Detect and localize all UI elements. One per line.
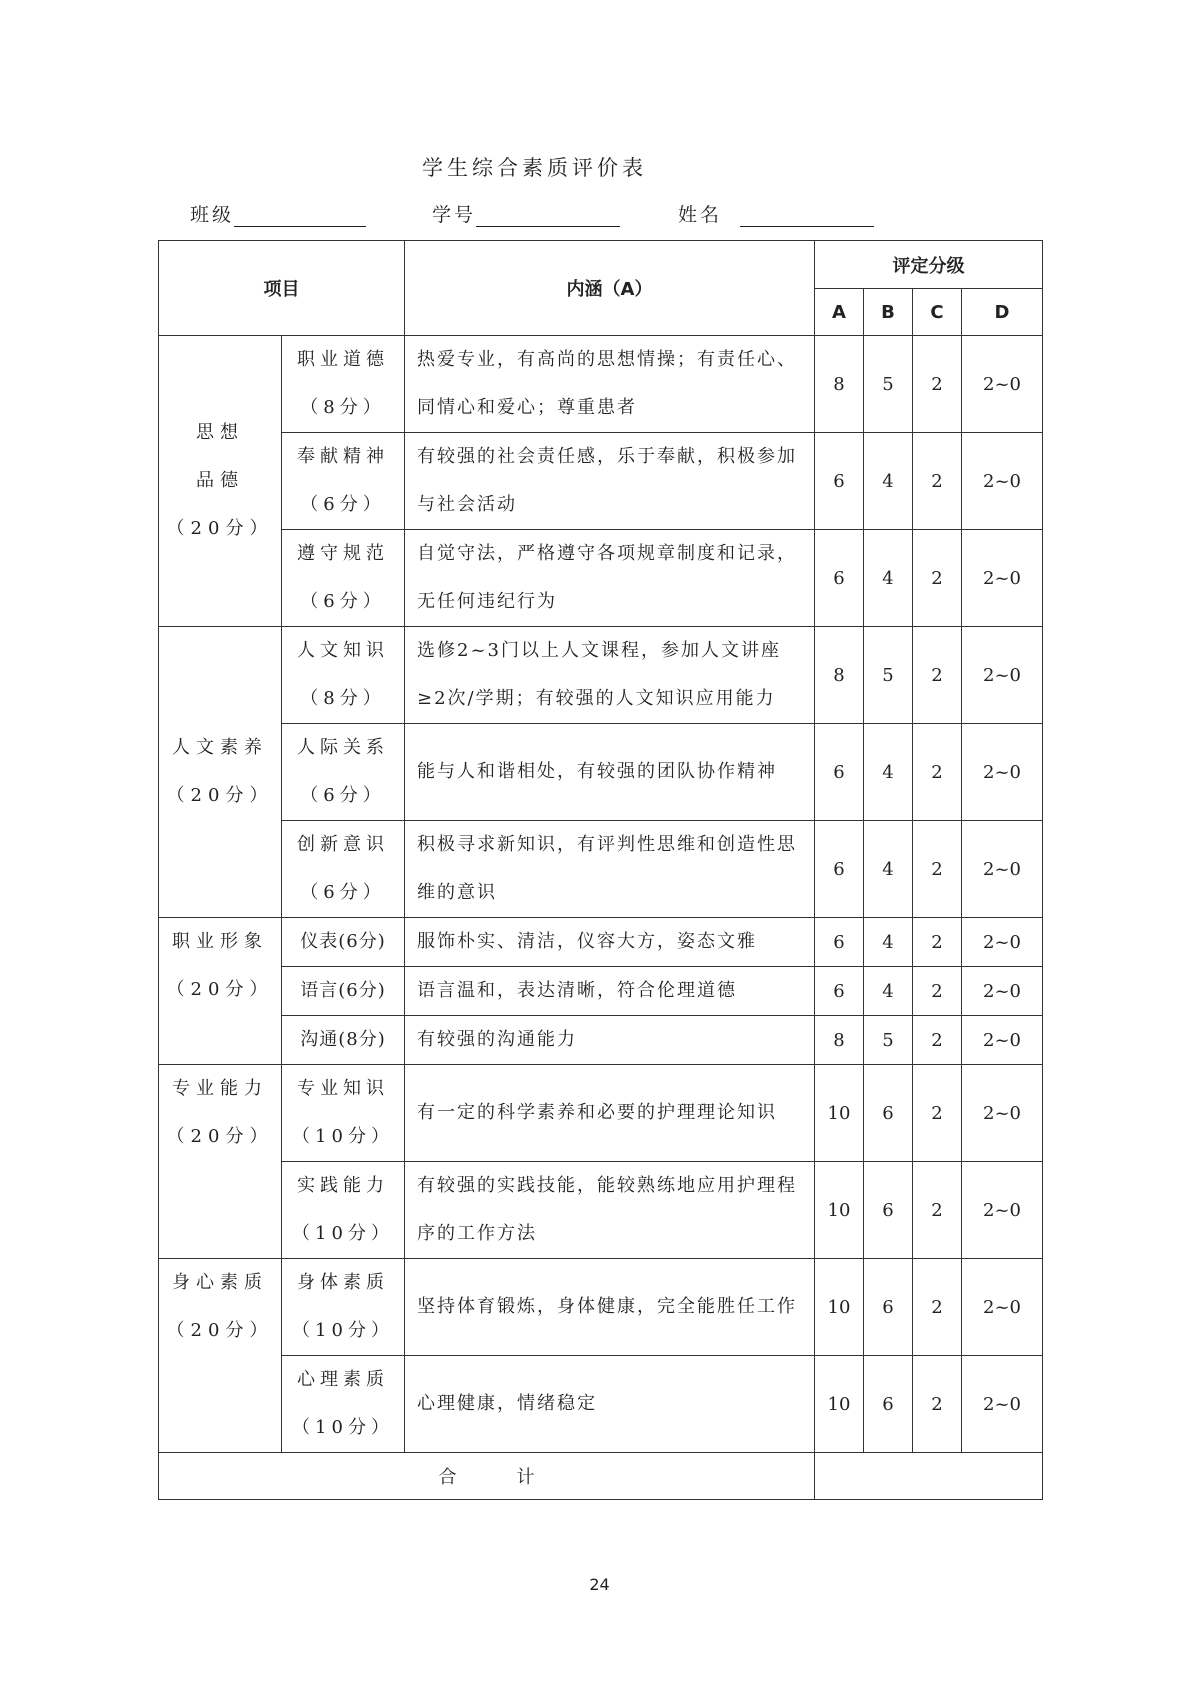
item-cell xyxy=(282,821,405,918)
table-row xyxy=(159,627,1043,724)
item-label: 语言(6分) xyxy=(300,980,386,1001)
score-d: 2~0 xyxy=(962,627,1043,724)
total-label: 合计 xyxy=(159,1453,815,1500)
header-grade-b: B xyxy=(864,289,913,336)
table-row xyxy=(159,724,1043,821)
item-points: （10分） xyxy=(292,1223,394,1244)
table-row xyxy=(159,530,1043,627)
table-row xyxy=(159,1356,1043,1453)
category-cell xyxy=(159,918,282,1065)
category-label-line: （20分） xyxy=(166,979,274,1000)
page-number: 24 xyxy=(589,1575,610,1594)
class-field[interactable] xyxy=(234,204,366,227)
item-description: 积极寻求新知识，有评判性思维和创造性思维的意识 xyxy=(405,821,815,918)
category-label-line: 人文素养 xyxy=(172,737,268,758)
score-d: 2~0 xyxy=(962,1016,1043,1065)
score-c: 2 xyxy=(913,821,962,918)
item-points: （6分） xyxy=(300,882,386,903)
item-description: 服饰朴实、清洁，仪容大方，姿态文雅 xyxy=(405,918,815,967)
score-a: 6 xyxy=(815,967,864,1016)
item-name: 人际关系 xyxy=(297,737,389,758)
score-b: 5 xyxy=(864,1016,913,1065)
score-c: 2 xyxy=(913,1356,962,1453)
item-points: （6分） xyxy=(300,785,386,806)
item-description: 有较强的社会责任感，乐于奉献，积极参加与社会活动 xyxy=(405,433,815,530)
item-description: 能与人和谐相处，有较强的团队协作精神 xyxy=(405,724,815,821)
score-a: 10 xyxy=(815,1162,864,1259)
score-c: 2 xyxy=(913,530,962,627)
score-d: 2~0 xyxy=(962,530,1043,627)
item-description: 语言温和，表达清晰，符合伦理道德 xyxy=(405,967,815,1016)
score-d: 2~0 xyxy=(962,724,1043,821)
header-connotation: 内涵（A） xyxy=(405,241,815,336)
score-d: 2~0 xyxy=(962,1259,1043,1356)
category-label-line: 身心素质 xyxy=(172,1272,268,1293)
score-c: 2 xyxy=(913,627,962,724)
item-cell xyxy=(282,1065,405,1162)
category-cell xyxy=(159,336,282,627)
item-points: （8分） xyxy=(300,397,386,418)
score-b: 4 xyxy=(864,918,913,967)
item-description: 热爱专业，有高尚的思想情操；有责任心、同情心和爱心；尊重患者 xyxy=(405,336,815,433)
score-c: 2 xyxy=(913,1065,962,1162)
score-d: 2~0 xyxy=(962,821,1043,918)
item-description: 自觉守法，严格遵守各项规章制度和记录，无任何违纪行为 xyxy=(405,530,815,627)
score-b: 5 xyxy=(864,336,913,433)
score-b: 4 xyxy=(864,433,913,530)
item-description: 心理健康，情绪稳定 xyxy=(405,1356,815,1453)
item-points: （10分） xyxy=(292,1417,394,1438)
header-grade-c: C xyxy=(913,289,962,336)
item-cell xyxy=(282,1016,405,1065)
table-row xyxy=(159,821,1043,918)
score-c: 2 xyxy=(913,1259,962,1356)
item-cell xyxy=(282,1259,405,1356)
table-row xyxy=(159,433,1043,530)
table-row xyxy=(159,1259,1043,1356)
category-cell xyxy=(159,1065,282,1259)
item-points: （10分） xyxy=(292,1126,394,1147)
item-name: 身体素质 xyxy=(297,1272,389,1293)
item-description: 有较强的实践技能，能较熟练地应用护理程序的工作方法 xyxy=(405,1162,815,1259)
category-label-line: 专业能力 xyxy=(172,1078,268,1099)
item-name: 专业知识 xyxy=(297,1078,389,1099)
score-a: 6 xyxy=(815,433,864,530)
student-info-fields xyxy=(190,200,874,227)
table-row xyxy=(159,1016,1043,1065)
score-b: 6 xyxy=(864,1259,913,1356)
item-cell xyxy=(282,1162,405,1259)
item-cell xyxy=(282,918,405,967)
score-c: 2 xyxy=(913,967,962,1016)
score-b: 6 xyxy=(864,1356,913,1453)
name-label: 姓名 xyxy=(678,204,723,226)
score-b: 6 xyxy=(864,1065,913,1162)
score-a: 8 xyxy=(815,1016,864,1065)
item-cell xyxy=(282,336,405,433)
header-grading: 评定分级 xyxy=(815,241,1043,289)
item-cell xyxy=(282,433,405,530)
category-cell xyxy=(159,1259,282,1453)
score-a: 10 xyxy=(815,1259,864,1356)
score-d: 2~0 xyxy=(962,967,1043,1016)
student-id-field[interactable] xyxy=(476,204,620,227)
item-cell xyxy=(282,530,405,627)
score-a: 10 xyxy=(815,1065,864,1162)
score-a: 8 xyxy=(815,336,864,433)
score-d: 2~0 xyxy=(962,1162,1043,1259)
score-c: 2 xyxy=(913,1016,962,1065)
item-name: 遵守规范 xyxy=(297,543,389,564)
item-points: （6分） xyxy=(300,494,386,515)
score-d: 2~0 xyxy=(962,336,1043,433)
header-grade-d: D xyxy=(962,289,1043,336)
table-row xyxy=(159,1162,1043,1259)
item-label: 仪表(6分) xyxy=(300,931,386,952)
total-value[interactable] xyxy=(815,1453,1043,1500)
category-label-line: 职业形象 xyxy=(172,931,268,952)
item-cell xyxy=(282,724,405,821)
header-item: 项目 xyxy=(159,241,405,336)
score-b: 5 xyxy=(864,627,913,724)
score-a: 6 xyxy=(815,724,864,821)
category-label-line: 思想 xyxy=(196,422,244,443)
table-row xyxy=(159,918,1043,967)
item-description: 有较强的沟通能力 xyxy=(405,1016,815,1065)
score-d: 2~0 xyxy=(962,433,1043,530)
category-label-line: （20分） xyxy=(166,1320,274,1341)
item-description: 有一定的科学素养和必要的护理理论知识 xyxy=(405,1065,815,1162)
class-label: 班级 xyxy=(190,204,235,226)
item-name: 人文知识 xyxy=(297,640,389,661)
category-cell xyxy=(159,627,282,918)
table-row xyxy=(159,336,1043,433)
category-label-line: （20分） xyxy=(166,518,274,539)
name-field[interactable] xyxy=(740,204,874,227)
item-description: 选修2~3门以上人文课程，参加人文讲座≥2次/学期；有较强的人文知识应用能力 xyxy=(405,627,815,724)
table-row xyxy=(159,1065,1043,1162)
score-b: 6 xyxy=(864,1162,913,1259)
item-name: 实践能力 xyxy=(297,1175,389,1196)
score-a: 6 xyxy=(815,821,864,918)
score-a: 6 xyxy=(815,918,864,967)
score-c: 2 xyxy=(913,1162,962,1259)
score-b: 4 xyxy=(864,821,913,918)
score-b: 4 xyxy=(864,530,913,627)
student-id-label: 学号 xyxy=(432,204,477,226)
item-cell xyxy=(282,967,405,1016)
item-name: 职业道德 xyxy=(297,349,389,370)
document-title: 学生综合素质评价表 xyxy=(422,156,647,180)
item-points: （6分） xyxy=(300,591,386,612)
header-grade-a: A xyxy=(815,289,864,336)
item-name: 心理素质 xyxy=(297,1369,389,1390)
score-d: 2~0 xyxy=(962,1065,1043,1162)
item-cell xyxy=(282,1356,405,1453)
score-d: 2~0 xyxy=(962,918,1043,967)
item-name: 创新意识 xyxy=(297,834,389,855)
score-c: 2 xyxy=(913,433,962,530)
score-b: 4 xyxy=(864,967,913,1016)
table-body xyxy=(159,336,1043,1453)
score-b: 4 xyxy=(864,724,913,821)
total-row xyxy=(159,1453,1043,1500)
table-row xyxy=(159,967,1043,1016)
item-points: （8分） xyxy=(300,688,386,709)
score-a: 10 xyxy=(815,1356,864,1453)
score-c: 2 xyxy=(913,918,962,967)
item-description: 坚持体育锻炼，身体健康，完全能胜任工作 xyxy=(405,1259,815,1356)
evaluation-table xyxy=(158,240,1043,1500)
score-a: 6 xyxy=(815,530,864,627)
score-d: 2~0 xyxy=(962,1356,1043,1453)
item-cell xyxy=(282,627,405,724)
category-label-line: 品德 xyxy=(196,470,244,491)
score-a: 8 xyxy=(815,627,864,724)
item-name: 奉献精神 xyxy=(297,446,389,467)
item-points: （10分） xyxy=(292,1320,394,1341)
score-c: 2 xyxy=(913,336,962,433)
category-label-line: （20分） xyxy=(166,1126,274,1147)
category-label-line: （20分） xyxy=(166,785,274,806)
item-label: 沟通(8分) xyxy=(300,1029,386,1050)
header-row xyxy=(159,241,1043,289)
score-c: 2 xyxy=(913,724,962,821)
